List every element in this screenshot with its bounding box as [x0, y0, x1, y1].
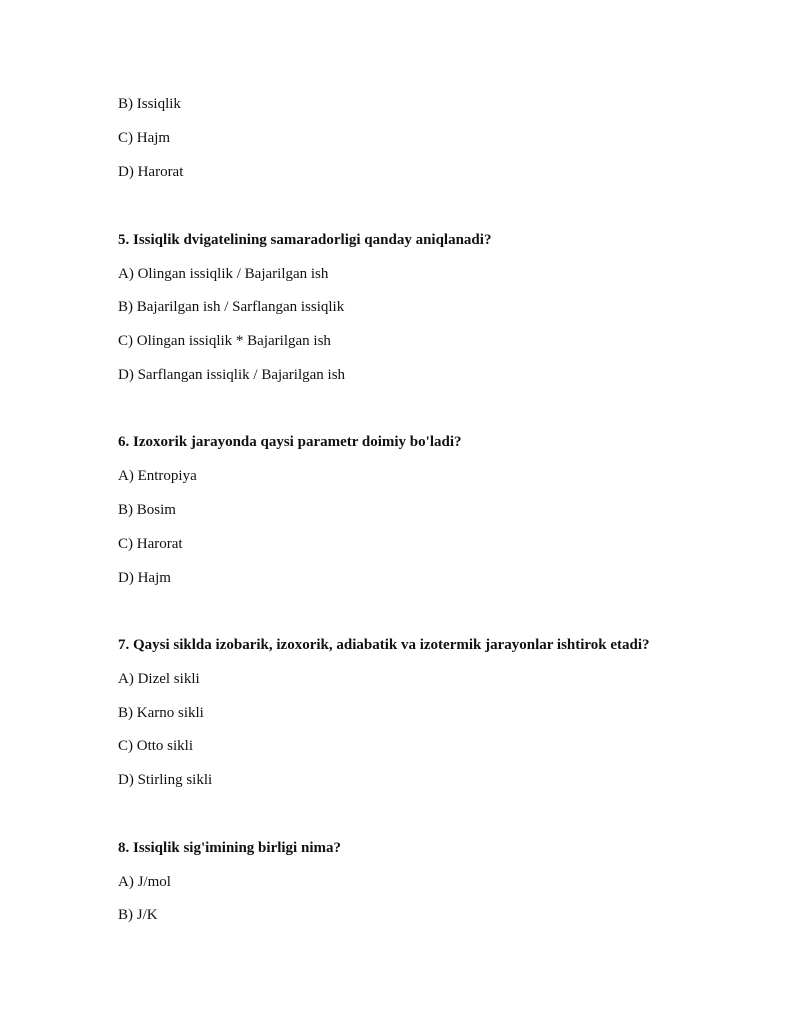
- option-b-q7: B) Karno sikli: [118, 705, 204, 721]
- question-8: 8. Issiqlik sig'imining birligi nima?: [118, 840, 341, 856]
- question-6: 6. Izoxorik jarayonda qaysi parametr doimiy bo'ladi?: [118, 434, 462, 450]
- option-d-q4: D) Harorat: [118, 164, 184, 180]
- question-7: 7. Qaysi siklda izobarik, izoxorik, adiabatik va izotermik jarayonlar ishtirok etadi?: [118, 637, 650, 653]
- option-c-q4: C) Hajm: [118, 130, 171, 146]
- option-d-q7: D) Stirling sikli: [118, 772, 213, 788]
- option-a-q7: A) Dizel sikli: [118, 671, 200, 687]
- option-b-q6: B) Bosim: [118, 502, 176, 518]
- option-d-q6: D) Hajm: [118, 570, 171, 586]
- question-5: 5. Issiqlik dvigatelining samaradorligi qanday aniqlanadi?: [118, 232, 492, 248]
- option-a-q5: A) Olingan issiqlik / Bajarilgan ish: [118, 266, 329, 282]
- option-b-q4: B) Issiqlik: [118, 96, 181, 112]
- option-c-q5: C) Olingan issiqlik * Bajarilgan ish: [118, 333, 331, 349]
- option-b-q8: B) J/K: [118, 907, 158, 923]
- option-b-q5: B) Bajarilgan ish / Sarflangan issiqlik: [118, 299, 345, 315]
- option-d-q5: D) Sarflangan issiqlik / Bajarilgan ish: [118, 367, 346, 383]
- option-c-q7: C) Otto sikli: [118, 738, 194, 754]
- option-a-q6: A) Entropiya: [118, 468, 197, 484]
- document-page: [118, 0, 758, 1035]
- option-a-q8: A) J/mol: [118, 874, 171, 890]
- option-c-q6: C) Harorat: [118, 536, 183, 552]
